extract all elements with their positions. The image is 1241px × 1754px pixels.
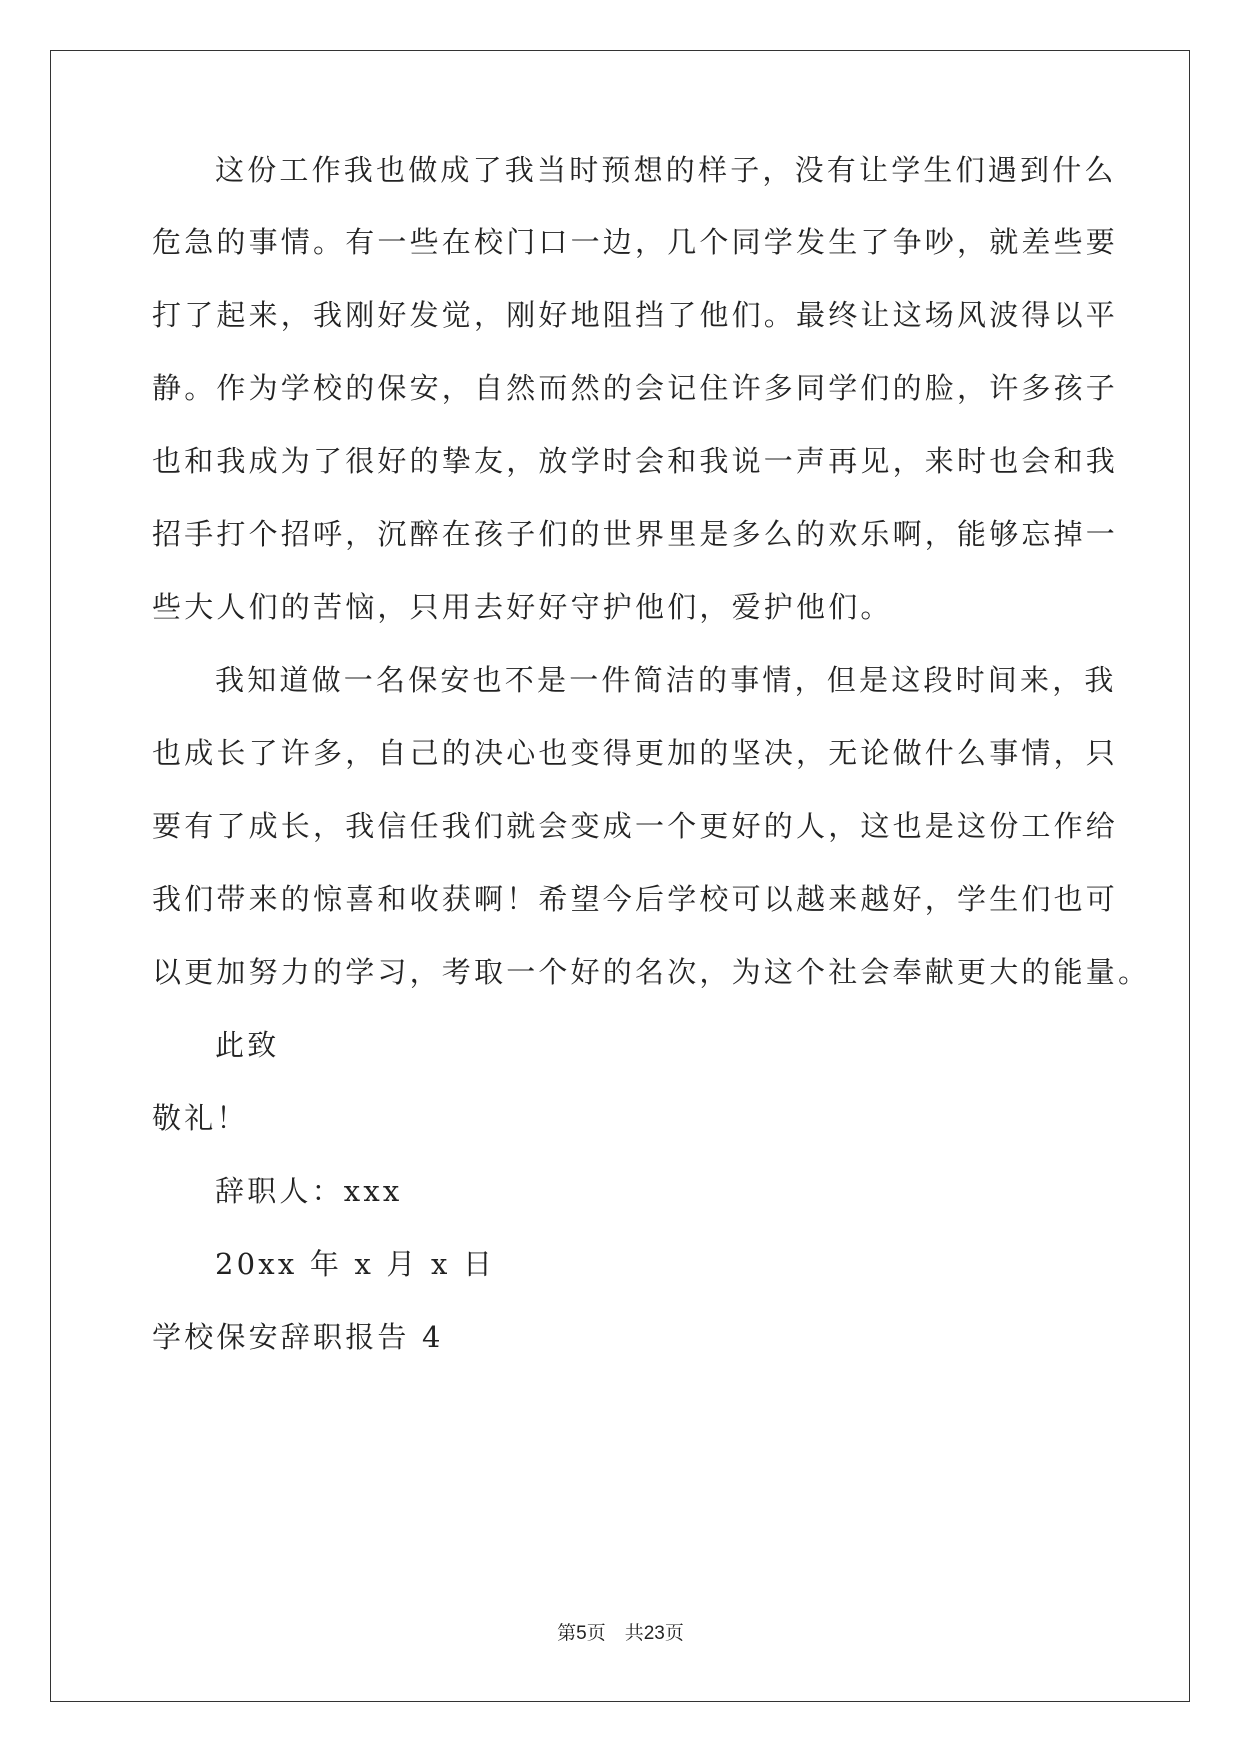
paragraph-1-line-7: 些大人们的苦恼，只用去好好守护他们，爱护他们。 [152, 590, 893, 624]
paragraph-2-line-2: 也成长了许多，自己的决心也变得更加的坚决，无论做什么事情，只 [152, 736, 1119, 770]
signer-text: 辞职人：xxx [215, 1174, 403, 1208]
footer-prefix: 第 [557, 1623, 577, 1644]
footer-total-unit: 页 [664, 1623, 684, 1644]
paragraph-1-line-5: 也和我成为了很好的挚友，放学时会和我说一声再见，来时也会和我 [152, 444, 1119, 478]
closing-text: 此致 [215, 1028, 280, 1062]
page-footer [0, 1622, 1241, 1646]
paragraph-2-line-3: 要有了成长，我信任我们就会变成一个更好的人，这也是这份工作给 [152, 809, 1119, 843]
footer-page-number: 5 [576, 1623, 587, 1644]
footer-total-pages: 23 [643, 1623, 665, 1644]
paragraph-1-line-3: 打了起来，我刚好发觉，刚好地阻挡了他们。最终让这场风波得以平 [152, 298, 1119, 332]
footer-page-unit: 页 [586, 1623, 606, 1644]
next-section-title: 学校保安辞职报告 4 [152, 1320, 444, 1354]
footer-total-prefix: 共 [624, 1623, 644, 1644]
paragraph-1-line-6: 招手打个招呼，沉醉在孩子们的世界里是多么的欢乐啊，能够忘掉一 [152, 517, 1119, 551]
salute-text: 敬礼！ [152, 1101, 249, 1135]
date-text: 20xx 年 x 月 x 日 [215, 1247, 496, 1281]
paragraph-2-line-1: 我知道做一名保安也不是一件简洁的事情，但是这段时间来，我 [215, 663, 1117, 697]
paragraph-1-line-2: 危急的事情。有一些在校门口一边，几个同学发生了争吵，就差些要 [152, 225, 1119, 259]
paragraph-2-line-4: 我们带来的惊喜和收获啊！希望今后学校可以越来越好，学生们也可 [152, 882, 1119, 916]
paragraph-1-line-4: 静。作为学校的保安，自然而然的会记住许多同学们的脸，许多孩子 [152, 371, 1119, 405]
paragraph-1-line-1: 这份工作我也做成了我当时预想的样子，没有让学生们遇到什么 [215, 153, 1117, 187]
paragraph-2-line-5: 以更加努力的学习，考取一个好的名次，为这个社会奉献更大的能量。 [152, 955, 1151, 989]
